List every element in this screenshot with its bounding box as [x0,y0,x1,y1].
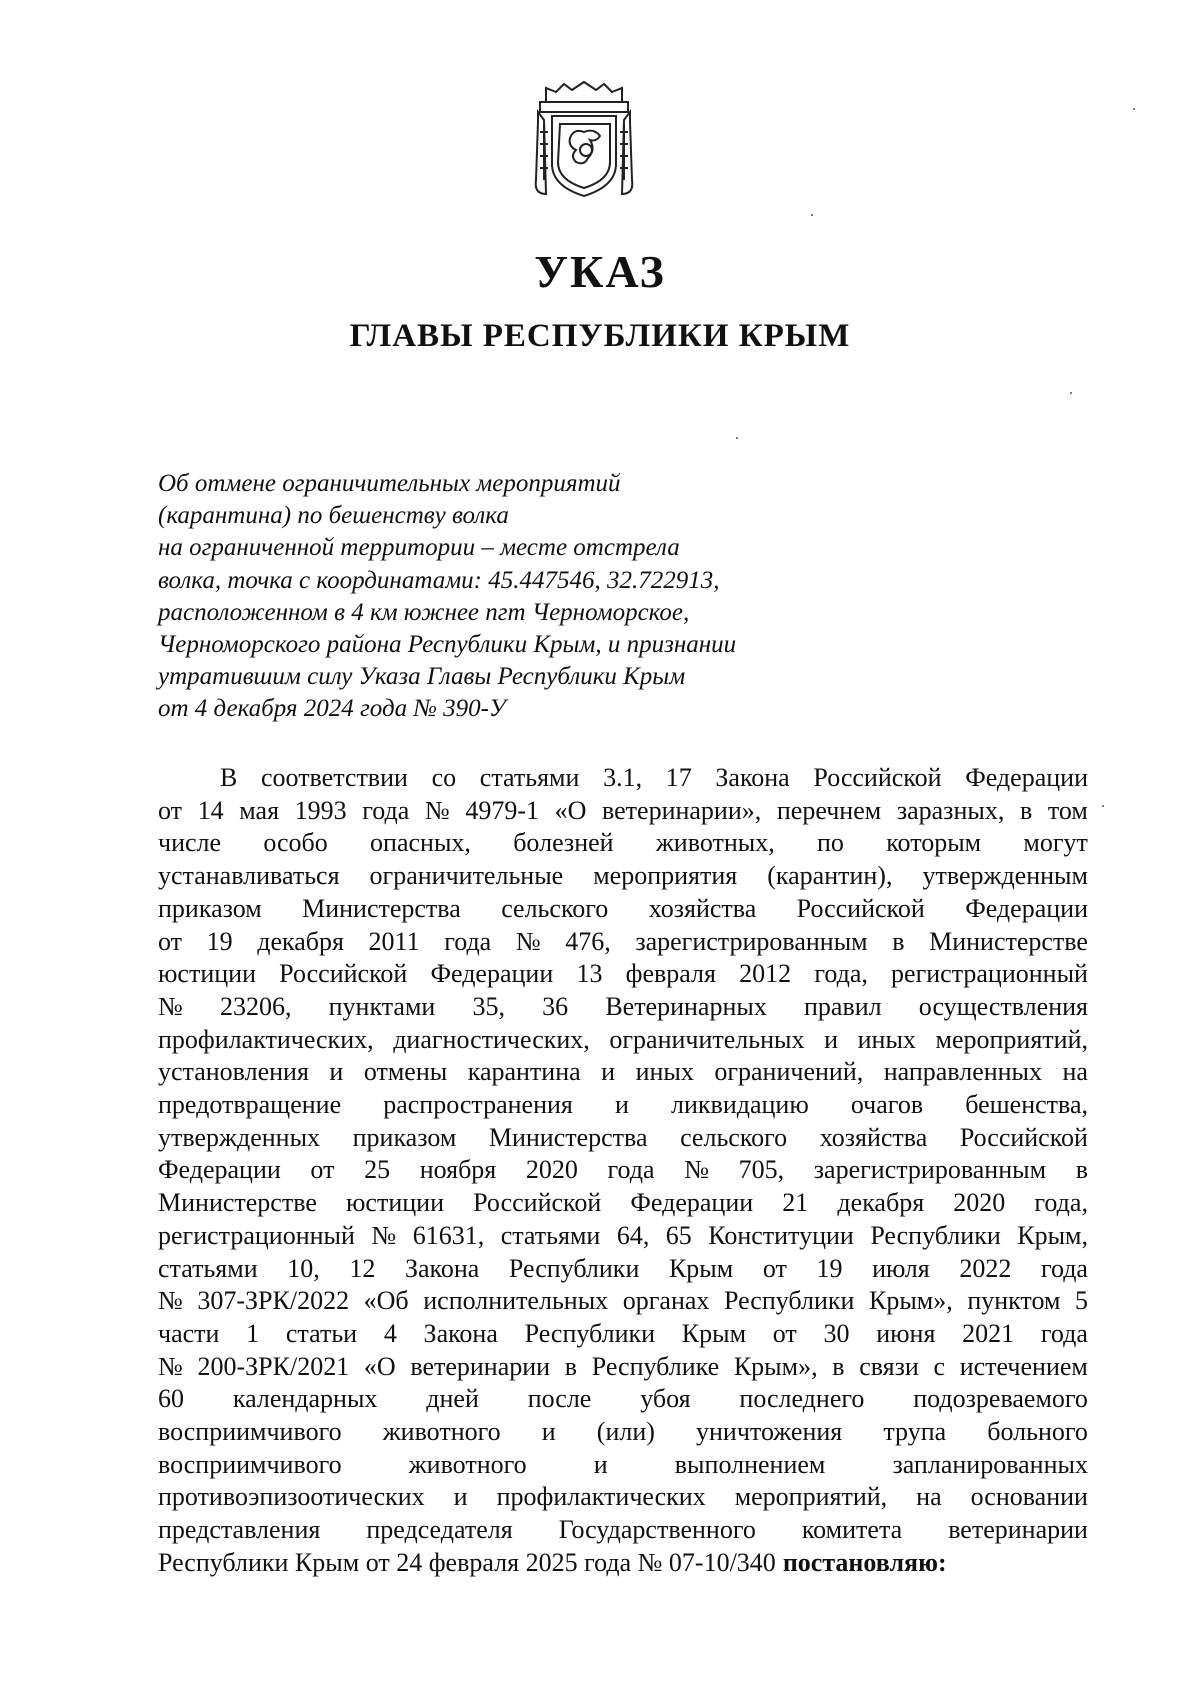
preamble-word: Крым, [1017,1220,1088,1250]
preamble-word: бешенства, [965,1090,1088,1120]
preamble-line [158,893,1088,926]
preamble-word: заразных, [896,795,1005,825]
preamble-word: ветеринарии [410,1351,551,1381]
preamble-word: № [371,1220,397,1250]
preamble-word: мероприятия [593,861,738,891]
preamble-word: по [817,828,844,858]
preamble-word: 476, [565,926,611,956]
preamble-word: с [933,1351,946,1381]
preamble-word: числе [158,828,222,858]
preamble-word: № [424,795,450,825]
preamble-word: Конституции [708,1220,854,1250]
preamble-word: в [892,926,905,956]
preamble-word: 200-ЗРК/2021 [197,1351,350,1381]
preamble-word: «О [363,1351,396,1381]
preamble-line [158,1122,1088,1155]
preamble-word: 2020 [953,1188,1006,1218]
preamble-word: в [1075,1155,1088,1185]
subject-line: утратившим силу Указа Главы Республики Крым [158,663,686,691]
preamble-word: истечением [959,1351,1088,1381]
preamble-word: утвержденных [158,1122,321,1152]
decree-preamble [158,762,1088,1580]
preamble-word: года [1040,1253,1088,1283]
preamble-word: уничтожения [696,1417,843,1447]
preamble-word: предотвращение [158,1090,342,1120]
preamble-word: Российской [959,1122,1088,1152]
preamble-word: диагностических, [393,1024,590,1054]
preamble-word: животных, [655,828,775,858]
preamble-word: Ветеринарных [605,991,767,1021]
preamble-word: года, [814,959,868,989]
preamble-word: ноября [419,1155,497,1185]
preamble-word: 61631, [412,1220,485,1250]
preamble-word: 17 [665,763,692,792]
preamble-word: Республике [591,1351,720,1381]
preamble-line [158,1285,1088,1318]
preamble-word: опасных, [370,828,471,858]
preamble-word: Республики [524,1318,656,1348]
preamble-word: противоэпизоотических [158,1482,425,1512]
subject-line: расположенном в 4 км южнее пгт Черноморское, [158,598,690,626]
preamble-line [158,1351,1088,1384]
scan-speck [1070,392,1072,394]
last-line-text: Республики Крым от 24 февраля 2025 года № 07-10/340 [158,1547,776,1577]
preamble-word: регистрационный [158,1220,355,1250]
preamble-word: в [564,1351,578,1381]
preamble-word: трупа [883,1417,947,1447]
preamble-word: том [1047,795,1088,825]
preamble-word: зарегистрированным [813,1155,1047,1185]
crimea-coat-of-arms-icon [530,80,638,200]
preamble-word: 64, [616,1220,650,1250]
closing-word: постановляю: [782,1547,947,1577]
preamble-word: очагов [850,1090,924,1120]
preamble-word: статьями [500,1220,601,1250]
preamble-word: Российской [813,763,942,792]
preamble-word: профилактических [496,1482,706,1512]
preamble-word: 13 [576,959,603,989]
preamble-word: 2021 [962,1318,1015,1348]
preamble-word: «Об [363,1286,409,1316]
preamble-word: хозяйства [819,1122,928,1152]
preamble-word: 65 [665,1220,692,1250]
preamble-word: подозреваемого [913,1384,1088,1414]
preamble-word: представления [158,1515,321,1545]
preamble-word: и [614,1090,629,1120]
preamble-word: отмены [363,1057,448,1087]
preamble-line [158,1481,1088,1514]
preamble-word: 19 [206,926,233,956]
preamble-word: мероприятий, [935,1024,1088,1054]
preamble-word: которым [886,828,982,858]
preamble-word: 14 [197,795,224,825]
preamble-word: № [158,1351,183,1381]
preamble-word: от [762,1253,787,1283]
preamble-word: 12 [349,1253,376,1283]
preamble-word: убоя [640,1384,691,1414]
subject-line: Об отмене ограничительных мероприятий [158,470,621,497]
preamble-word: 25 [364,1155,391,1185]
preamble-word: 2022 [959,1253,1012,1283]
preamble-word: на [1062,1057,1088,1087]
preamble-line [158,1416,1088,1449]
preamble-word: № [158,991,183,1021]
preamble-word: последнего [739,1384,865,1414]
preamble-word: февраля [625,959,716,989]
preamble-word: ликвидацию [671,1090,809,1120]
preamble-word: перечнем [776,795,882,825]
preamble-word: В [220,763,238,792]
preamble-word: исполнительных [423,1286,609,1316]
preamble-word: регистрационный [891,959,1088,989]
preamble-line [158,795,1088,828]
scan-speck [736,437,738,439]
preamble-word: могут [1023,828,1088,858]
preamble-word: основании [970,1482,1088,1512]
preamble-word: статьями [479,763,580,792]
preamble-word: ограничительных [609,1024,805,1054]
preamble-word: утвержденным [922,861,1088,891]
subject-line: на ограниченной территории – месте отстрела [158,534,680,562]
preamble-word: (карантин), [767,861,893,891]
preamble-word: профилактических, [158,1024,374,1054]
preamble-word: статьями [158,1253,258,1283]
preamble-word: пунктами [328,991,436,1021]
preamble-word: председателя [366,1515,513,1545]
preamble-line [158,991,1088,1024]
preamble-word: сельского [680,1122,788,1152]
preamble-word: календарных [232,1384,378,1414]
preamble-line [158,1514,1088,1547]
preamble-word: декабря [257,926,344,956]
preamble-word: Федерации [630,1188,754,1218]
preamble-word: Федерации [158,1155,281,1185]
preamble-word: года [444,926,492,956]
preamble-word: Министерства [488,1122,648,1152]
preamble-word: года [607,1155,655,1185]
preamble-word: запланированных [892,1449,1088,1479]
preamble-word: в [832,1351,845,1381]
preamble-word: животного [408,1449,527,1479]
preamble-word: ветеринарии [948,1515,1088,1545]
preamble-word: и [541,1417,556,1447]
preamble-word: Закона [404,1253,480,1283]
preamble-word: устанавливаться [158,861,340,891]
preamble-word: Российской [473,1188,602,1218]
preamble-word: «О [554,795,587,825]
preamble-word: от [158,795,183,825]
preamble-line [158,762,1088,795]
preamble-word: в [1019,795,1033,825]
preamble-word: № [515,926,541,956]
preamble-word: 3.1, [603,763,643,792]
preamble-line [158,1154,1088,1187]
preamble-word: иных [635,1057,694,1087]
preamble-word: 4979-1 [465,795,539,825]
preamble-line [158,1187,1088,1220]
preamble-last-line [158,1547,1088,1580]
preamble-line [158,1220,1088,1253]
preamble-line [158,1318,1088,1351]
preamble-word: Крым [681,1318,747,1348]
preamble-word: 705, [738,1155,785,1185]
preamble-word: года [1040,1318,1088,1348]
preamble-word: связи [859,1351,919,1381]
preamble-word: больного [987,1417,1088,1447]
preamble-word: и [329,1057,344,1087]
preamble-word: 23206, [219,991,292,1021]
subject-line: волка, точка с координатами: 45.447546, 32.722913, [158,566,720,594]
preamble-word: дней [426,1384,479,1414]
preamble-word: Республики [870,1220,1001,1250]
preamble-word: 36 [542,991,569,1021]
preamble-word: статьи [285,1318,358,1348]
preamble-word: июля [872,1253,930,1283]
preamble-word: хозяйства [648,893,757,923]
preamble-word: юстиции [346,1188,444,1218]
preamble-word: 30 [823,1318,850,1348]
preamble-word: № [684,1155,710,1185]
preamble-word: органах [622,1286,710,1316]
preamble-word: восприимчивого [158,1417,342,1447]
preamble-word: (или) [596,1417,655,1447]
preamble-word: животного [382,1417,501,1447]
preamble-word: выполнением [674,1449,826,1479]
preamble-word: 60 [158,1384,184,1414]
preamble-word: ограничительные [369,861,564,891]
preamble-word: 1 [246,1318,260,1348]
preamble-word: Республики [508,1253,640,1283]
preamble-word: № [158,1286,183,1316]
preamble-word: зарегистрированным [635,926,868,956]
subject-line: (карантина) по бешенству волка [158,502,509,530]
preamble-line [158,1089,1088,1122]
preamble-word: Российской [796,893,925,923]
preamble-word: 2011 [368,926,420,956]
preamble-word: Крым [668,1253,734,1283]
preamble-word: болезней [513,828,614,858]
preamble-word: со [431,763,457,792]
preamble-word: комитета [801,1515,903,1545]
preamble-word: соответствии [261,763,408,792]
preamble-word: от [158,926,183,956]
preamble-word: установления [158,1057,309,1087]
scan-speck [1102,805,1104,807]
preamble-word: 4 [383,1318,397,1348]
preamble-word: Министерства [302,893,461,923]
preamble-word: 35, [472,991,505,1021]
preamble-word: 21 [782,1188,809,1218]
preamble-word: Российской [279,959,408,989]
preamble-word: приказом [352,1122,457,1152]
document-subtitle: ГЛАВЫ РЕСПУБЛИКИ КРЫМ [349,318,851,354]
scan-speck [1133,108,1135,110]
preamble-word: восприимчивого [158,1449,342,1479]
preamble-word: Федерации [965,763,1088,792]
preamble-word: направленных [883,1057,1043,1087]
preamble-line [158,1383,1088,1416]
preamble-word: Закона [423,1318,498,1348]
preamble-word: 307-ЗРК/2022 [197,1286,350,1316]
subject-line: Черноморского района Республики Крым, и признании [158,631,737,659]
preamble-word: пунктом [967,1286,1061,1316]
preamble-word: сельского [501,893,609,923]
preamble-word: 2012 [739,959,792,989]
preamble-word: особо [263,828,328,858]
preamble-word: июня [876,1318,936,1348]
preamble-word: распространения [383,1090,573,1120]
preamble-word: Республики [723,1286,855,1316]
preamble-word: Крым», [733,1351,818,1381]
preamble-word: мая [239,795,280,825]
preamble-word: Крым», [868,1286,953,1316]
preamble-word: Закона [715,763,790,792]
preamble-line [158,827,1088,860]
preamble-word: юстиции [158,959,256,989]
preamble-word: и [601,1057,616,1087]
preamble-word: карантина [467,1057,581,1087]
scan-speck [811,214,813,216]
preamble-line [158,926,1088,959]
preamble-word: ветеринарии», [602,795,762,825]
preamble-line [158,1253,1088,1286]
preamble-word: после [527,1384,592,1414]
preamble-word: Министерстве [929,926,1088,956]
preamble-line [158,1056,1088,1089]
preamble-word: от [772,1318,797,1348]
document-title: УКАЗ [534,246,666,297]
preamble-word: ограничений, [714,1057,864,1087]
preamble-line [158,958,1088,991]
preamble-word: 1993 [294,795,347,825]
preamble-word: Федерации [430,959,554,989]
preamble-word: года, [1034,1188,1088,1218]
preamble-word: мероприятий, [734,1482,888,1512]
preamble-word: от [310,1155,335,1185]
preamble-line [158,860,1088,893]
preamble-line [158,1024,1088,1057]
preamble-word: 19 [816,1253,843,1283]
decree-subject [158,468,858,726]
subject-line: от 4 декабря 2024 года № 390-У [158,695,506,723]
preamble-word: правил [804,991,882,1021]
preamble-word: Государственного [558,1515,756,1545]
preamble-word: 2020 [525,1155,578,1185]
preamble-word: 10, [287,1253,320,1283]
preamble-line [158,1449,1088,1482]
preamble-word: Федерации [965,893,1088,923]
preamble-word: 5 [1074,1286,1088,1316]
preamble-word: декабря [837,1188,925,1218]
preamble-word: на [916,1482,942,1512]
preamble-word: Министерстве [158,1188,317,1218]
preamble-word: и [453,1482,468,1512]
preamble-word: года [362,795,410,825]
preamble-word: осуществления [918,991,1088,1021]
preamble-word: иных [857,1024,916,1054]
preamble-word: и [824,1024,839,1054]
preamble-word: приказом [158,893,262,923]
preamble-word: части [158,1318,220,1348]
preamble-word: и [593,1449,608,1479]
